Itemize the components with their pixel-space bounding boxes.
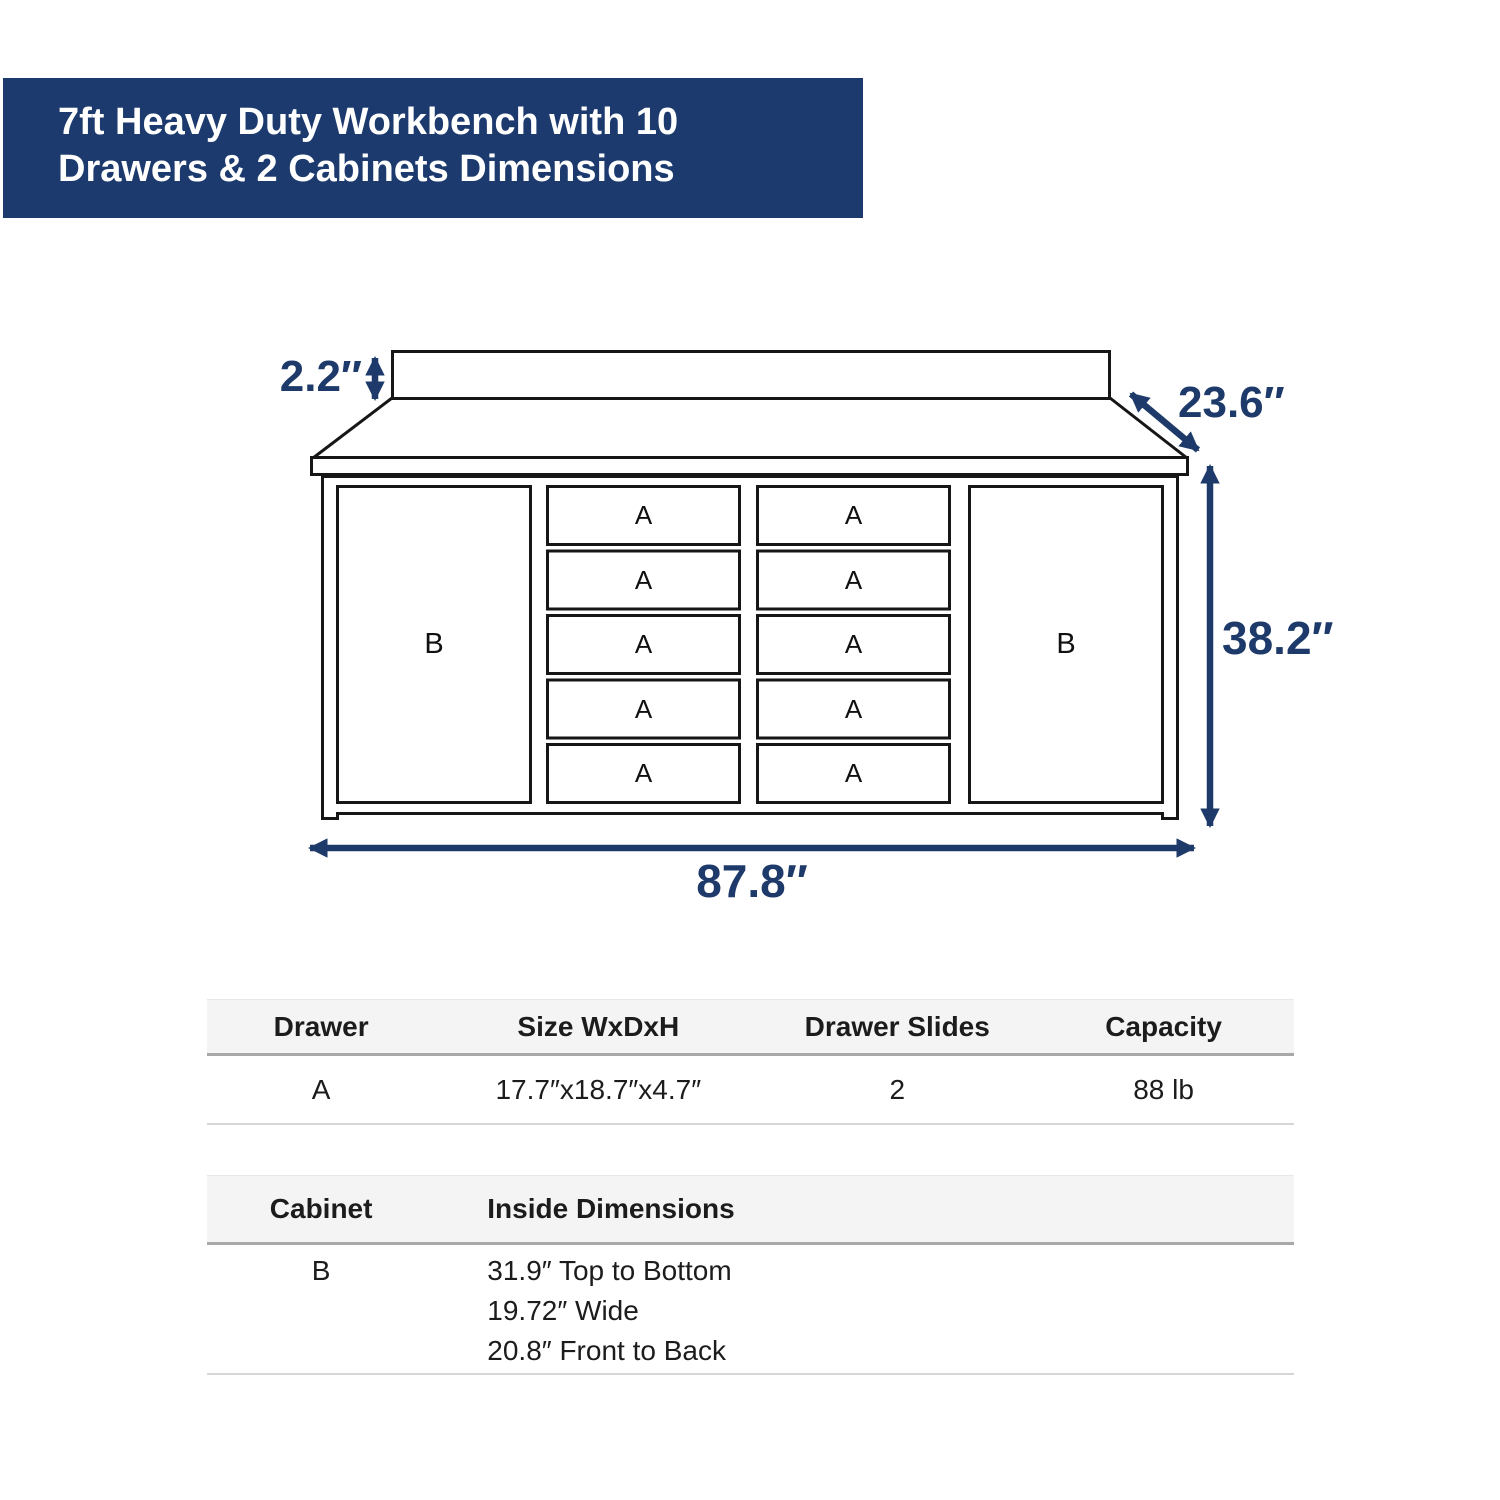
drawer-size-value: 17.7″x18.7″x4.7″ xyxy=(495,1073,702,1105)
header-drawer-slides: Drawer Slides xyxy=(804,1010,990,1042)
drawer-slides-value: 2 xyxy=(889,1073,906,1105)
inside-dimension-line: 19.72″ Wide xyxy=(487,1295,639,1326)
dim-label-depth: 23.6″ xyxy=(1178,378,1285,427)
cabinet-table-header xyxy=(207,1175,1294,1245)
dim-label-height: 38.2″ xyxy=(1222,612,1334,664)
drawer-label: A xyxy=(844,694,863,724)
page-title-line1: 7ft Heavy Duty Workbench with 10 xyxy=(58,101,679,143)
drawer-id-value: A xyxy=(311,1073,331,1105)
drawer-label: A xyxy=(634,758,653,788)
inside-dimension-line: 31.9″ Top to Bottom xyxy=(487,1255,732,1286)
drawer-label: A xyxy=(844,629,863,659)
header-size: Size WxDxH xyxy=(517,1010,680,1042)
title-banner xyxy=(3,78,863,218)
worktop xyxy=(312,458,1188,475)
inside-dimension-line: 20.8″ Front to Back xyxy=(487,1335,726,1366)
dim-label-backsplash-height: 2.2″ xyxy=(279,352,362,401)
worktop-edge-left xyxy=(313,398,392,458)
dim-label-width: 87.8″ xyxy=(696,855,808,907)
cabinet-inside-dimensions xyxy=(435,1251,1294,1371)
cabinet-spec-table xyxy=(207,1175,1294,1375)
cabinet-label-right: B xyxy=(1056,628,1076,660)
header-cabinet: Cabinet xyxy=(269,1193,373,1224)
cabinet-id-value: B xyxy=(311,1255,331,1286)
header-capacity: Capacity xyxy=(1105,1010,1222,1042)
drawer-label: A xyxy=(634,629,653,659)
drawer-label: A xyxy=(844,500,863,530)
header-drawer: Drawer xyxy=(273,1010,369,1042)
drawer-label: A xyxy=(634,500,653,530)
drawer-label: A xyxy=(634,694,653,724)
drawer-spec-table xyxy=(207,999,1294,1125)
drawer-capacity-value: 88 lb xyxy=(1133,1073,1194,1105)
table-row xyxy=(207,1245,1294,1375)
header-inside-dimensions: Inside Dimensions xyxy=(487,1193,735,1224)
page-title-line2: Drawers & 2 Cabinets Dimensions xyxy=(58,148,675,190)
table-row xyxy=(207,1056,1294,1125)
cabinet-label-left: B xyxy=(424,628,444,660)
backsplash xyxy=(393,352,1110,399)
drawer-label: A xyxy=(844,565,863,595)
drawer-table-header xyxy=(207,999,1294,1056)
drawer-label: A xyxy=(634,565,653,595)
drawer-label: A xyxy=(844,758,863,788)
